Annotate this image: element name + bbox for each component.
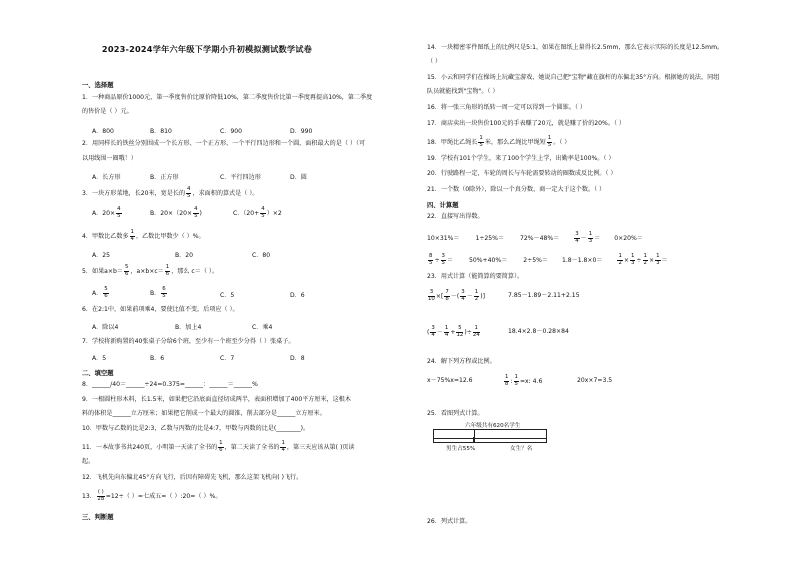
- expr-1: $\frac{3}{10}$ ×[ $\frac{7}{8}$ －( $\frac{3}{4}$ － $\frac{1}{2}$ )]: [428, 289, 485, 302]
- q1-option-d[interactable]: D．990: [290, 128, 313, 135]
- figure-boys-label: 男生占55%: [446, 446, 476, 452]
- expr-4: 18.4×2.8－0.28×84: [508, 328, 569, 335]
- calc-item: 1÷25%＝: [475, 235, 505, 243]
- expr-2: 7.85－1.89－2.11+2.15: [508, 292, 580, 299]
- q16-text: 16．将一张三角形的纸转一周一定可以得到一个圆锥。（ ）: [427, 104, 586, 111]
- q5-text: 5．如果a×b＝ $\frac{5}{6}$ ，a×b×c＝ $\frac{1}{6}$ ，那么 c＝（ ）。: [82, 264, 219, 277]
- q9-text-2: 料的体积是______立方厘米；如果把它削成一个最大的圆锥，削去部分是______立方厘米。: [82, 410, 326, 417]
- q5-option-d[interactable]: D．6: [290, 292, 305, 299]
- q7-text: 7．学校将新购置的40张桌子分给6个班，至少有一个班至少分得（ ）张桌子。: [82, 338, 295, 345]
- calc-item: 72%－48%＝: [520, 235, 560, 243]
- q10-text: 10．甲数与乙数的比是2:3，乙数与丙数的比是4:7，甲数与丙数的比是(________)。: [82, 425, 310, 432]
- equation-3: 20x×7=3.5: [577, 377, 613, 384]
- calc-row-2: $\frac{8}{5}$ ÷ $\frac{3}{5}$ ＝ 50%+40%＝ 2÷5%＝ 1.8－1.8×0＝ $\frac{1}{2}$ × $\frac{1}{3}$ ÷ $\frac{1}{2}$ × $\frac{1}{3}$ ＝: [429, 253, 668, 266]
- q3-text: [82, 187, 258, 199]
- page-title: 2023-2024学年六年级下学期小升初模拟测试数学试卷: [101, 44, 313, 54]
- q1-option-c[interactable]: C．900: [220, 128, 242, 135]
- q5-option-a[interactable]: A． $\frac{5}{6}$: [92, 286, 108, 299]
- q22-text: 22．直接写出得数。: [427, 213, 484, 220]
- brace-boys: [433, 437, 475, 443]
- section-judge: 三、判断题: [82, 514, 114, 521]
- section-calc: 四、计算题: [427, 202, 459, 209]
- q2-text: 2．用同样长的铁丝分别围成一个长方形、一个正方形、一个平行四边形和一个圆，面积最大的是（ ）（可: [82, 140, 366, 147]
- q6-option-b[interactable]: B．加上4: [175, 324, 202, 331]
- q3-text-b: ，求面积的算式是（ ）。: [192, 190, 259, 198]
- q13-text: 13． $\frac{( )}{28}$ =12÷（ ）=七成五=（ ）:20=（ ）%。: [82, 489, 222, 502]
- q25-text: 25．看图列式计算。: [427, 410, 484, 417]
- q3-option-a[interactable]: A．20× $\frac{4}{5}$: [92, 206, 121, 219]
- q2-option-c[interactable]: C．平行四边形: [220, 174, 261, 181]
- q7-option-c[interactable]: C．7: [220, 355, 235, 362]
- q15-text: 15．小云和同学们在操场上玩藏宝游戏，她说自己把"宝物"藏在旗杆的东偏北35°方向。根据她的说法，同组: [427, 74, 720, 81]
- q4-option-c[interactable]: C．80: [252, 252, 271, 259]
- q2-text-2: 以用线围一圈哦！）: [82, 155, 137, 162]
- calc-item: 0×20%＝: [614, 235, 643, 243]
- q3-text-a: 3．一块方形菜地，长20米，宽是长的: [82, 190, 186, 198]
- q3-option-b[interactable]: B．20×（20× $\frac{4}{5}$ ): [150, 206, 202, 219]
- calc-item: 50%+40%＝: [469, 257, 508, 265]
- q6-option-c[interactable]: C．乘4: [252, 324, 273, 331]
- q19-text: 19．学校有101个学生，来了100个学生上学，出勤率是100%。（ ）: [427, 155, 615, 162]
- calc-row-1: 10×31%＝ 1÷25%＝ 72%－48%＝ $\frac{3}{4}$ － $\frac{1}{3}$ ＝ 0×20%＝: [427, 231, 643, 244]
- q24-text: 24．解下列方程或比例。: [427, 358, 496, 365]
- q4-option-a[interactable]: A．25: [92, 252, 111, 259]
- figure-girls-label: 女生？名: [510, 446, 533, 452]
- fraction-4-5: $\frac{4}{5}$: [187, 186, 191, 199]
- equation-2: $\frac{1}{8}$ : $\frac{1}{5}$ =x: 4.6: [505, 374, 543, 387]
- q3-option-c[interactable]: C．（20+ $\frac{4}{5}$ ）×2: [233, 206, 282, 219]
- q1-text-2: 的售价是（ ）元。: [82, 108, 133, 115]
- q23-text: 23．用式计算（能简算的要简算）。: [427, 273, 524, 280]
- q9-text: 9．一根圆柱形木料，长1.5米，如果把它沿底面直径切成两半，表面积增加了400平方厘米，这根木: [82, 396, 351, 403]
- q8-text: 8．______/40＝______÷24=0.375=______：______＝______%: [82, 381, 258, 388]
- figure-top-label: 六年级共有620名学生: [465, 423, 521, 429]
- q7-option-d[interactable]: D．8: [290, 355, 305, 362]
- q4-text: 4．甲数比乙数多 $\frac{1}{4}$ ，乙数比甲数少（ ）%。: [82, 229, 205, 242]
- q1-text: 1．一种商品原价1000元，第一季度售价比原价降低10%，第二季度售价比第一季度再提高10%，第二季度: [82, 94, 373, 101]
- q6-text: 6．在2:1中，如果前项乘4，要使比值不变，后项应（ ）。: [82, 306, 239, 313]
- q26-text: 26．列式计算。: [427, 518, 472, 525]
- q12-text: 12．飞机先向东偏北45°方向飞行，后因有障碍先飞机，那么这架飞机向( )飞行。: [82, 474, 303, 481]
- q21-text: 21．一个数（0除外），除以一个真分数，商一定大于这个数。（ ）: [427, 186, 606, 193]
- q14-text: 14．一块精密零件图纸上的比例尺是5:1，如果在图纸上量得长2.5mm，那么它表示实际的长度是12.5mm。: [427, 44, 724, 51]
- q2-option-d[interactable]: D．圆: [290, 174, 307, 181]
- calc-item: 10×31%＝: [427, 235, 460, 243]
- q20-text: 20．行驶路程一定，车轮的周长与车轮需要转动的圈数成反比例。（ ）: [427, 170, 617, 177]
- section-fill-blank: 二、填空题: [82, 370, 114, 377]
- q11-text-2: 起。: [82, 458, 95, 465]
- q4-option-b[interactable]: B．20: [175, 252, 194, 259]
- brace-girls: [473, 437, 547, 443]
- q5-option-c[interactable]: C．5: [220, 292, 235, 299]
- q6-option-a[interactable]: A．除以4: [92, 324, 119, 331]
- q7-option-b[interactable]: B．6: [150, 355, 165, 362]
- q14-text-2: （ ）: [427, 58, 442, 65]
- calc-item: 1.8－1.8×0＝: [561, 257, 603, 265]
- q7-option-a[interactable]: A．5: [92, 355, 107, 362]
- q2-option-b[interactable]: B．正方形: [150, 174, 179, 181]
- section-choice: 一、选择题: [82, 82, 114, 89]
- q11-text: 11．一本故事书共240页，小明第一天读了全书的 $\frac{1}{6}$ ，第二天读了全书的 $\frac{1}{4}$ ，第三天应该从第( )页读: [82, 440, 355, 453]
- q5-option-b[interactable]: B． $\frac{6}{5}$: [150, 286, 166, 299]
- q1-option-a[interactable]: A．800: [92, 128, 114, 135]
- q2-option-a[interactable]: A．长方形: [92, 174, 121, 181]
- expr-3: ( $\frac{3}{4}$ － $\frac{1}{4}$ + $\frac{5}{12}$ )÷ $\frac{1}{24}$: [427, 325, 480, 338]
- q1-option-b[interactable]: B．810: [150, 128, 172, 135]
- q17-text: 17．商店卖出一块售价100元的手表赚了20元，就是赚了价的20%。（ ）: [427, 120, 626, 127]
- equation-1: x－75%x=12.6: [427, 377, 473, 384]
- q15-text-2: 队员就能找到"宝物"。（ ）: [427, 88, 499, 95]
- q18-text: 18．甲绳比乙绳长 $\frac{1}{5}$ 米，那么乙绳比甲绳短 $\frac{1}{5}$ 。（ ）: [427, 135, 571, 148]
- calc-item: 2÷5%＝: [523, 257, 548, 265]
